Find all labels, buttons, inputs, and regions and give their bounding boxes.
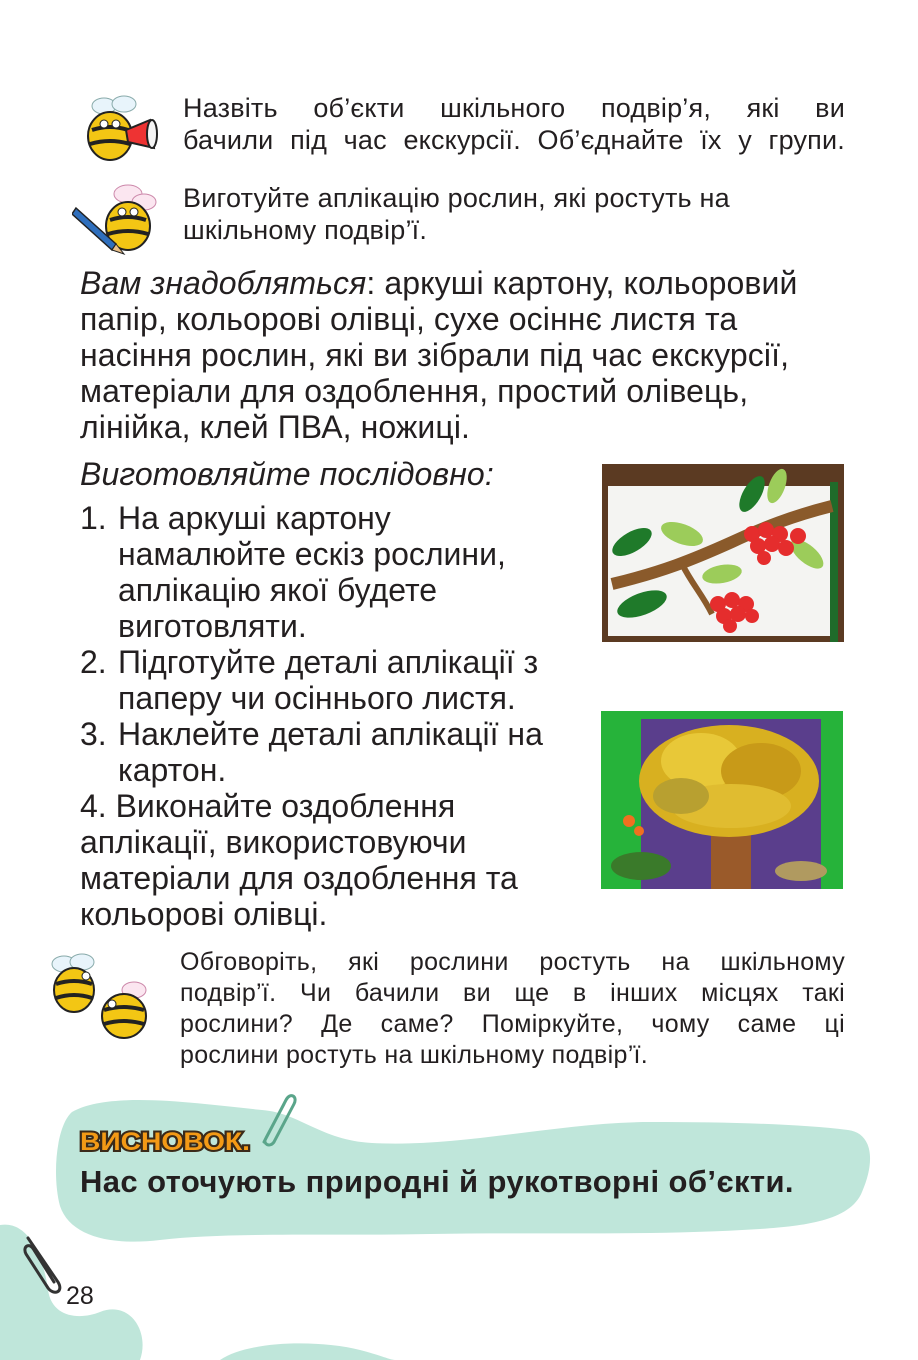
step-3 bbox=[80, 716, 600, 788]
discussion-line2: подвір’ї. Чи бачили ви ще в інших місцях такі bbox=[180, 979, 845, 1007]
step-4 bbox=[80, 788, 600, 932]
step-1-line2: намалюйте ескіз рослини, bbox=[118, 536, 506, 572]
task2-text bbox=[183, 182, 845, 246]
bee-megaphone-icon bbox=[80, 90, 162, 168]
task2-line1: Виготуйте аплікацію рослин, які ростуть на bbox=[183, 183, 730, 213]
step-3-line2: картон. bbox=[118, 752, 227, 788]
steps-heading-text: Виготовляйте послідовно: bbox=[80, 456, 494, 492]
step-2-line2: паперу чи осіннього листя. bbox=[118, 680, 516, 716]
conclusion-label-text: ВИСНОВОК. bbox=[80, 1128, 250, 1156]
materials-paragraph bbox=[80, 265, 850, 445]
bottom-mint-strip bbox=[220, 1343, 395, 1360]
bee-pencil-icon bbox=[72, 182, 162, 260]
step-2-line1: Підготуйте деталі аплікації з bbox=[118, 644, 539, 680]
step-4-line1: 4. Виконайте оздоблення bbox=[80, 788, 456, 824]
discussion-line3: рослини? Де саме? Поміркуйте, чому саме ці bbox=[180, 1010, 845, 1038]
materials-line2: папір, кольорові олівці, сухе осіннє листя та bbox=[80, 301, 738, 337]
step-3-line1: Наклейте деталі аплікації на bbox=[118, 716, 543, 752]
page-number: 28 bbox=[66, 1282, 94, 1310]
materials-line4: матеріали для оздоблення, простий олівець, bbox=[80, 373, 749, 409]
discussion-line1: Обговоріть, які рослини ростуть на шкільному bbox=[180, 948, 845, 976]
materials-line3: насіння рослин, які ви зібрали під час екскурсії, bbox=[80, 337, 790, 373]
step-2-number: 2. bbox=[80, 644, 107, 680]
step-1-line1: На аркуші картону bbox=[118, 500, 391, 536]
materials-line1 bbox=[80, 265, 850, 301]
paperclip-corner-icon bbox=[18, 1232, 68, 1296]
task1-line2: бачили під час екскурсії. Об’єднайте їх у групи. bbox=[183, 125, 845, 155]
step-3-number: 3. bbox=[80, 716, 107, 752]
step-1-line3: аплікацію якої будете bbox=[118, 572, 438, 608]
step-1 bbox=[80, 500, 600, 644]
step-1-line4: виготовляти. bbox=[118, 608, 307, 644]
task2-line2: шкільному подвір’ї. bbox=[183, 215, 428, 245]
conclusion-label bbox=[76, 1118, 256, 1160]
materials-line1-rest: : аркуші картону, кольоровий bbox=[366, 265, 798, 301]
step-4-line2: аплікації, використовуючи bbox=[80, 824, 467, 860]
task1-line1: Назвіть об’єкти шкільного подвір’я, які ви bbox=[183, 93, 845, 123]
materials-line5: лінійка, клей ПВА, ножиці. bbox=[80, 409, 471, 445]
step-2 bbox=[80, 644, 600, 716]
materials-label: Вам знадобляться bbox=[80, 265, 367, 301]
autumn-leaf-tree-applique-photo bbox=[601, 711, 843, 889]
steps-heading bbox=[80, 456, 494, 492]
rowan-branch-applique-photo bbox=[602, 464, 844, 642]
discussion-line4: рослини ростуть на шкільному подвір’ї. bbox=[180, 1041, 649, 1069]
task1-text bbox=[183, 92, 845, 156]
two-bees-icon bbox=[44, 952, 154, 1044]
step-4-line4: кольорові олівці. bbox=[80, 896, 328, 932]
discussion-text bbox=[180, 947, 845, 1071]
step-4-line3: матеріали для оздоблення та bbox=[80, 860, 518, 896]
conclusion-text: Нас оточують природні й рукотворні об’єкти. bbox=[80, 1164, 794, 1199]
paperclip-icon bbox=[252, 1090, 298, 1150]
step-1-number: 1. bbox=[80, 500, 107, 536]
